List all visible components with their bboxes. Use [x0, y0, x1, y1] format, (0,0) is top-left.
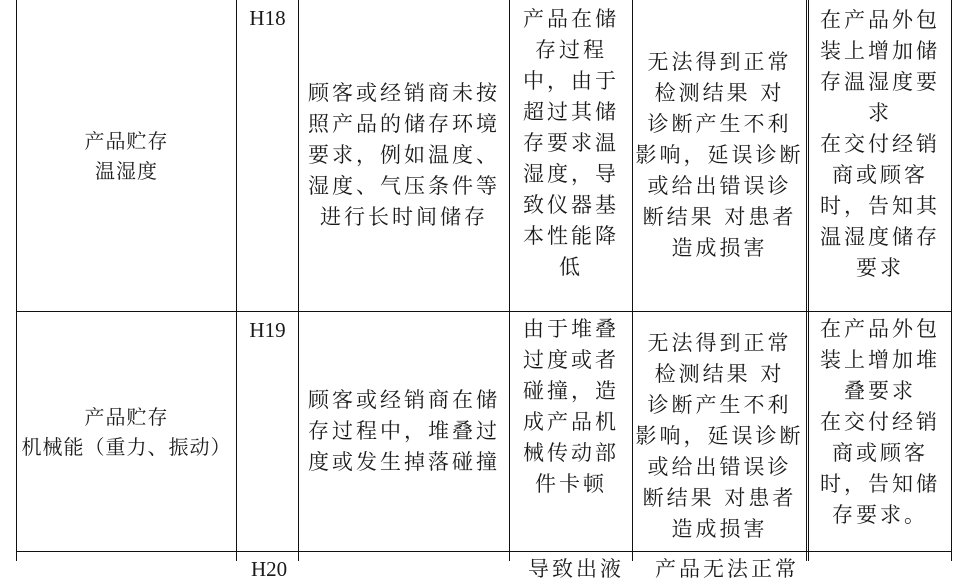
harm-text: 导致出液 — [528, 557, 624, 581]
consequence-text: 无法得到正常 检测结果 对 诊断产生不利 影响，延误诊断 或给出错误诊 断结果 对患者 造成损害 — [635, 331, 804, 541]
measure-text: 在产品外包 装上增加储 存温湿度要 求 在交付经销 商或顾客 时，告知其 温湿度储存 要求 — [820, 8, 940, 280]
partial-harm-clip — [510, 552, 632, 581]
hazard-code-cell — [237, 6, 298, 36]
table-divider-5 — [806, 0, 807, 561]
consequence-text: 产品无法正常 — [655, 557, 799, 581]
risk-item-text: 产品贮存 温湿度 — [84, 128, 169, 183]
partial-code-clip — [237, 552, 298, 581]
risk-item-cell — [17, 0, 236, 311]
measure-cell — [809, 5, 951, 311]
cause-cell — [299, 0, 509, 311]
table-divider-1 — [236, 0, 237, 561]
harm-text: 产品在储 存过程 中，由于 超过其储 存要求温 湿度，导 致仪器基 本性能降 低 — [523, 7, 619, 279]
consequence-cell — [633, 328, 806, 551]
measure-text: 在产品外包 装上增加堆 叠要求 在交付经销 商或顾客 时，告知储 存要求。 — [820, 317, 940, 527]
row-divider-2 — [16, 551, 952, 552]
hazard-code-cell — [237, 318, 298, 348]
risk-item-cell — [17, 312, 236, 551]
harm-cell — [510, 4, 632, 311]
partial-consequence-clip — [633, 552, 806, 581]
cause-text: 顾客或经销商在储 存过程中，堆叠过 度或发生掉落碰撞 — [308, 388, 500, 474]
hazard-code: H19 — [249, 318, 286, 342]
harm-text: 由于堆叠 过度或者 碰撞，造 成产品机 械传动部 件卡顿 — [523, 317, 619, 496]
consequence-text: 无法得到正常 检测结果 对 诊断产生不利 影响，延误诊断 或给出错误诊 断结果 对患者 造成损害 — [635, 50, 804, 260]
hazard-code: H18 — [249, 6, 286, 30]
consequence-cell — [633, 0, 806, 311]
table-border-right — [951, 0, 952, 561]
cause-text: 顾客或经销商未按 照产品的储存环境 要求，例如温度、 湿度、气压条件等 进行长时间储存 — [308, 81, 500, 229]
risk-item-text: 产品贮存 机械能（重力、振动） — [21, 404, 232, 459]
cause-cell — [299, 312, 509, 551]
harm-cell — [510, 314, 632, 551]
hazard-code: H20 — [251, 557, 288, 581]
measure-cell — [809, 314, 951, 551]
